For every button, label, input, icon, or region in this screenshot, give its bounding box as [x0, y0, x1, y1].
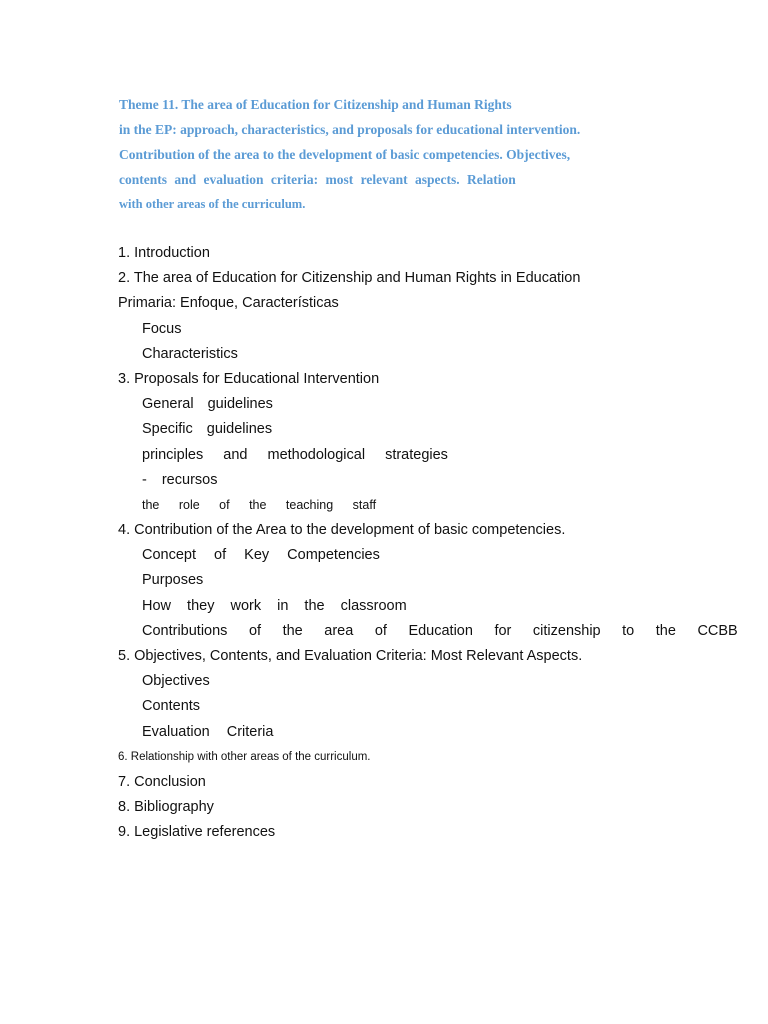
toc-item-conclusion: 7. Conclusion [118, 773, 206, 790]
toc-subitem-specific-guidelines: Specific guidelines [142, 421, 273, 438]
toc-item-contribution: 4. Contribution of the Area to the development of basic competencies. [118, 522, 566, 539]
toc-subitem-objectives: Objectives [142, 673, 210, 690]
toc-subitem-principles: principles and methodological strategies [142, 446, 448, 463]
toc-item-objectives: 5. Objectives, Contents, and Evaluation Criteria: Most Relevant Aspects. [118, 648, 583, 664]
table-of-contents [118, 241, 738, 846]
toc-item-introduction: 1. Introduction [118, 245, 210, 261]
toc-subitem-teaching-staff: the role of the teaching staff [142, 497, 377, 512]
toc-item-relationship: 6. Relationship with other areas of the curriculum. [118, 750, 371, 763]
toc-item-area: 2. The area of Education for Citizenship and Human Rights in Education [118, 270, 581, 287]
title-line-1: Theme 11. The area of Education for Citizenship and Human Rights [119, 97, 512, 112]
toc-subitem-contributions-ccbb: Contributions of the area of Education for citizenship to the CCBB [142, 622, 738, 639]
title-line-5: with other areas of the curriculum. [119, 197, 306, 211]
toc-subitem-focus: Focus [142, 320, 182, 337]
title-line-2: in the EP: approach, characteristics, and proposals for educational intervention. [119, 122, 581, 137]
toc-subitem-concept: Concept of Key Competencies [142, 547, 380, 564]
toc-item-area-continued: Primaria: Enfoque, Características [118, 295, 339, 312]
theme-title [119, 92, 679, 217]
toc-subitem-general-guidelines: General guidelines [142, 396, 273, 413]
toc-subitem-characteristics: Characteristics [142, 345, 238, 362]
toc-item-bibliography: 8. Bibliography [118, 799, 214, 816]
toc-subitem-evaluation-criteria: Evaluation Criteria [142, 723, 274, 740]
toc-subitem-classroom: How they work in the classroom [142, 597, 407, 614]
title-line-3: Contribution of the area to the development of basic competencies. Objectives, [119, 147, 571, 162]
toc-subitem-purposes: Purposes [142, 572, 204, 589]
title-line-4: contents and evaluation criteria: most relevant aspects. Relation [119, 172, 516, 187]
toc-subitem-recursos: - recursos [142, 471, 218, 488]
toc-item-proposals: 3. Proposals for Educational Intervention [118, 370, 380, 387]
toc-subitem-contents: Contents [142, 698, 201, 715]
toc-item-legislative: 9. Legislative references [118, 824, 276, 841]
